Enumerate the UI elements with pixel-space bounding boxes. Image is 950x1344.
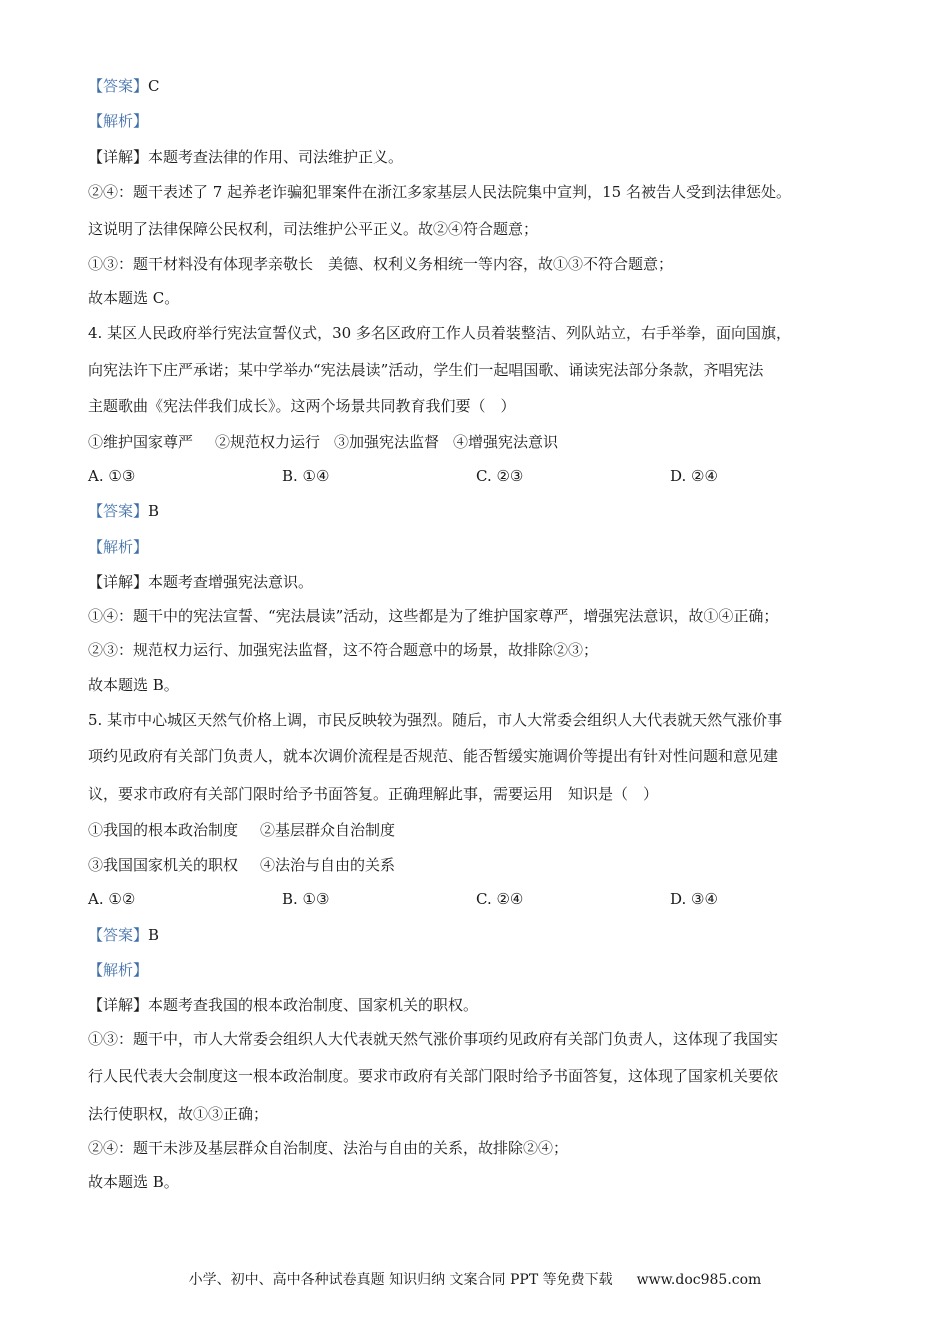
q4-option-b: B. ①④	[282, 467, 330, 485]
detail-text: 本题考查增强宪法意识。	[148, 573, 314, 591]
analysis-tag: 【解析】	[88, 961, 149, 979]
q5-stem-line-3: 议，要求市政府有关部门限时给予书面答复。正确理解此事，需要运用 知识是（ ）	[88, 785, 659, 803]
q5-option-c: C. ②④	[476, 890, 524, 908]
q4-explain-line-2: ②③：规范权力运行、加强宪法监督，这不符合题意中的场景，故排除②③；	[88, 641, 599, 659]
detail-tag: 【详解】	[88, 573, 149, 591]
statement-1: ①维护国家尊严	[88, 433, 194, 451]
q5-option-d: D. ③④	[670, 890, 718, 908]
q5-answer-line	[88, 925, 159, 945]
q3-explain-line-2: 这说明了法律保障公民权利，司法维护公平正义。故②④符合题意；	[88, 220, 539, 238]
statement-2: ②基层群众自治制度	[260, 821, 396, 839]
answer-tag: 【答案】	[88, 926, 149, 944]
statement-3: ③加强宪法监督	[334, 433, 440, 451]
q5-stem-line-1: 5. 某市中心城区天然气价格上调，市民反映较为强烈。随后，市人大常委会组织人大代表就天然气涨价事	[88, 711, 783, 729]
answer-value: B	[148, 926, 160, 944]
analysis-tag: 【解析】	[88, 112, 149, 130]
q4-analysis-line	[88, 537, 148, 557]
detail-tag: 【详解】	[88, 148, 149, 166]
q3-explain-line-3: ①③：题干材料没有体现孝亲敬长 美德、权利义务相统一等内容，故①③不符合题意；	[88, 255, 674, 273]
q4-stem-line-1: 4. 某区人民政府举行宪法宣誓仪式，30 多名区政府工作人员着装整洁、列队站立，右手举拳，面向国旗，	[88, 324, 791, 342]
answer-value: C	[148, 77, 160, 95]
q4-option-c: C. ②③	[476, 467, 524, 485]
statement-4: ④增强宪法意识	[453, 433, 559, 451]
detail-text: 本题考查法律的作用、司法维护正义。	[148, 148, 404, 166]
q5-explain-line-1: ①③：题干中，市人大常委会组织人大代表就天然气涨价事项约见政府有关部门负责人，这体现了我国实	[88, 1030, 779, 1048]
q4-option-a: A. ①③	[88, 467, 136, 485]
q5-explain-line-4: ②④：题干未涉及基层群众自治制度、法治与自由的关系，故排除②④；	[88, 1139, 569, 1157]
q4-option-d: D. ②④	[670, 467, 718, 485]
analysis-tag: 【解析】	[88, 538, 149, 556]
answer-tag: 【答案】	[88, 77, 149, 95]
q4-explain-line-1: ①④：题干中的宪法宣誓、“宪法晨读”活动，这些都是为了维护国家尊严，增强宪法意识，故①④正确；	[88, 607, 779, 625]
q5-conclusion: 故本题选 B。	[88, 1173, 179, 1191]
detail-text: 本题考查我国的根本政治制度、国家机关的职权。	[148, 996, 479, 1014]
statement-4: ④法治与自由的关系	[260, 856, 396, 874]
q5-analysis-line	[88, 960, 148, 980]
footer-text: 小学、初中、高中各种试卷真题 知识归纳 文案合同 PPT 等免费下载	[188, 1272, 613, 1288]
q4-stem-line-2: 向宪法许下庄严承诺；某中学举办“宪法晨读”活动，学生们一起唱国歌、诵读宪法部分条款，齐唱宪法	[88, 361, 764, 379]
q3-analysis-line	[88, 111, 148, 131]
q5-option-a: A. ①②	[88, 890, 136, 908]
q5-explain-line-2: 行人民代表大会制度这一根本政治制度。要求市政府有关部门限时给予书面答复，这体现了国家机关要依	[88, 1067, 779, 1085]
statement-1: ①我国的根本政治制度	[88, 821, 239, 839]
q5-detail-line	[88, 995, 478, 1015]
answer-value: B	[148, 502, 160, 520]
footer-url-link[interactable]: www.doc985.com	[636, 1272, 762, 1288]
q3-answer-line	[88, 76, 160, 96]
q5-statements-row-2	[88, 855, 395, 875]
q4-statements	[88, 432, 558, 452]
statement-2: ②规范权力运行	[215, 433, 321, 451]
statement-3: ③我国国家机关的职权	[88, 856, 239, 874]
q5-statements-row-1	[88, 820, 395, 840]
page-footer	[0, 1270, 950, 1290]
q5-explain-line-3: 法行使职权，故①③正确；	[88, 1105, 269, 1123]
q3-conclusion: 故本题选 C。	[88, 289, 180, 307]
q3-explain-line-1: ②④：题干表述了 7 起养老诈骗犯罪案件在浙江多家基层人民法院集中宣判，15 名被告人受到法律惩处。	[88, 183, 791, 201]
q4-stem-line-3: 主题歌曲《宪法伴我们成长》。这两个场景共同教育我们要（ ）	[88, 397, 516, 415]
answer-tag: 【答案】	[88, 502, 149, 520]
q5-stem-line-2: 项约见政府有关部门负责人，就本次调价流程是否规范、能否暂缓实施调价等提出有针对性问题和意见建	[88, 747, 779, 765]
detail-tag: 【详解】	[88, 996, 149, 1014]
q4-conclusion: 故本题选 B。	[88, 676, 179, 694]
q5-option-b: B. ①③	[282, 890, 330, 908]
q4-answer-line	[88, 501, 159, 521]
q3-detail-line	[88, 147, 403, 167]
q4-detail-line	[88, 572, 313, 592]
